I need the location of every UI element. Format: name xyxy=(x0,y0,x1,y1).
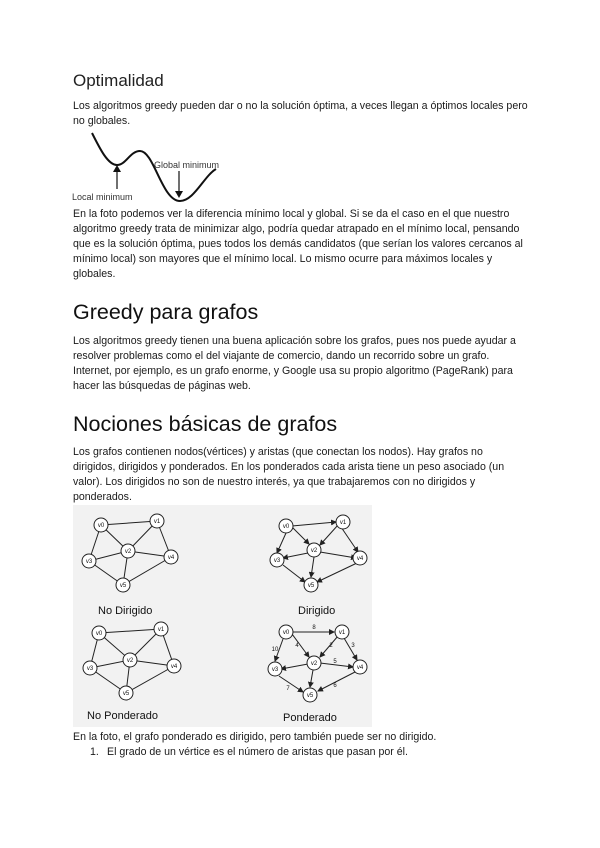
global-minimum-label: Global minimum xyxy=(154,160,220,170)
paragraph-nociones: Los grafos contienen nodos(vértices) y aristas (que conectan los nodos). Hay grafos no dirigidos, dirigidos y ponderados. En los ponderados cada arista tiene un peso asociado (un valor). Los dirigidos no son de nuestro interés, ya que trabajaremos con no dirigidos y ponderados. xyxy=(73,446,505,503)
node-label: v0 xyxy=(97,523,105,529)
node-label: v5 xyxy=(307,583,315,589)
edge-weight: 5 xyxy=(333,659,337,665)
node-label: v2 xyxy=(310,661,318,667)
label-no-dirigido: No Dirigido xyxy=(98,605,153,617)
label-ponderado: Ponderado xyxy=(283,712,337,724)
graph-types-figure xyxy=(73,505,372,727)
list-item-text: El grado de un vértice es el número de aristas que pasan por él. xyxy=(107,746,408,758)
edge-weight: 7 xyxy=(286,686,290,692)
paragraph-after-figure: En la foto, el grafo ponderado es dirigido, pero también puede ser no dirigido. xyxy=(73,731,437,743)
list-item xyxy=(90,745,408,760)
node-label: v4 xyxy=(356,665,364,671)
edge-weight: 2 xyxy=(329,643,333,649)
node-label: v2 xyxy=(124,549,132,555)
node-label: v3 xyxy=(86,666,94,672)
edge-weight: 8 xyxy=(312,625,316,631)
paragraph-greedy-grafos: Los algoritmos greedy tienen una buena aplicación sobre los grafos, pues nos puede ayudar a resolver problemas como el del viajante de comercio, dando un recorrido sobre un grafo. Internet, por ejemplo, es un grafo enorme, y Google usa su propio algoritmo (PageRank) para hacer las búsquedas de páginas web. xyxy=(73,335,516,392)
label-dirigido: Dirigido xyxy=(298,605,336,617)
node-label: v2 xyxy=(126,658,134,664)
node-label: v4 xyxy=(356,556,364,562)
node-label: v5 xyxy=(119,583,127,589)
edge-weight: 3 xyxy=(351,643,355,649)
node-label: v3 xyxy=(271,667,279,673)
node-label: v0 xyxy=(282,630,290,636)
node-label: v5 xyxy=(122,691,130,697)
heading-greedy-grafos: Greedy para grafos xyxy=(73,300,259,324)
node-label: v0 xyxy=(95,631,103,637)
edge-weight: 10 xyxy=(271,647,279,653)
list-item-number: 1. xyxy=(90,746,99,758)
node-label: v1 xyxy=(153,519,161,525)
heading-optimalidad: Optimalidad xyxy=(73,71,164,90)
node-label: v1 xyxy=(157,627,165,633)
node-label: v3 xyxy=(85,559,93,565)
edge-weight: 6 xyxy=(333,683,337,689)
node-label: v1 xyxy=(338,630,346,636)
heading-nociones: Nociones básicas de grafos xyxy=(73,412,338,436)
node-label: v4 xyxy=(167,555,175,561)
node-label: v1 xyxy=(339,520,347,526)
local-global-minimum-figure xyxy=(70,131,270,207)
global-min-arrowhead xyxy=(175,191,183,198)
paragraph-optimalidad-explain: En la foto podemos ver la diferencia mínimo local y global. Si se da el caso en el que nuestro algoritmo greedy trata de minimizar algo, podría quedar atrapado en el mínimo local, pensando que es la solución óptima, pues todos los demás candidatos (que serían los valores cercanos al mínimo local) son mayores que el mínimo local. Lo mismo ocurre para máximos locales y globales. xyxy=(73,208,523,280)
edge-weight: 4 xyxy=(295,643,299,649)
node-label: v0 xyxy=(282,524,290,530)
label-no-ponderado: No Ponderado xyxy=(87,710,158,722)
local-minimum-label: Local minimum xyxy=(72,192,133,202)
node-label: v4 xyxy=(170,664,178,670)
node-label: v2 xyxy=(310,548,318,554)
paragraph-optimalidad-intro: Los algoritmos greedy pueden dar o no la solución óptima, a veces llegan a óptimos locales pero no globales. xyxy=(73,100,528,127)
local-min-arrowhead xyxy=(113,165,121,172)
node-label: v3 xyxy=(273,558,281,564)
node-label: v5 xyxy=(306,693,314,699)
